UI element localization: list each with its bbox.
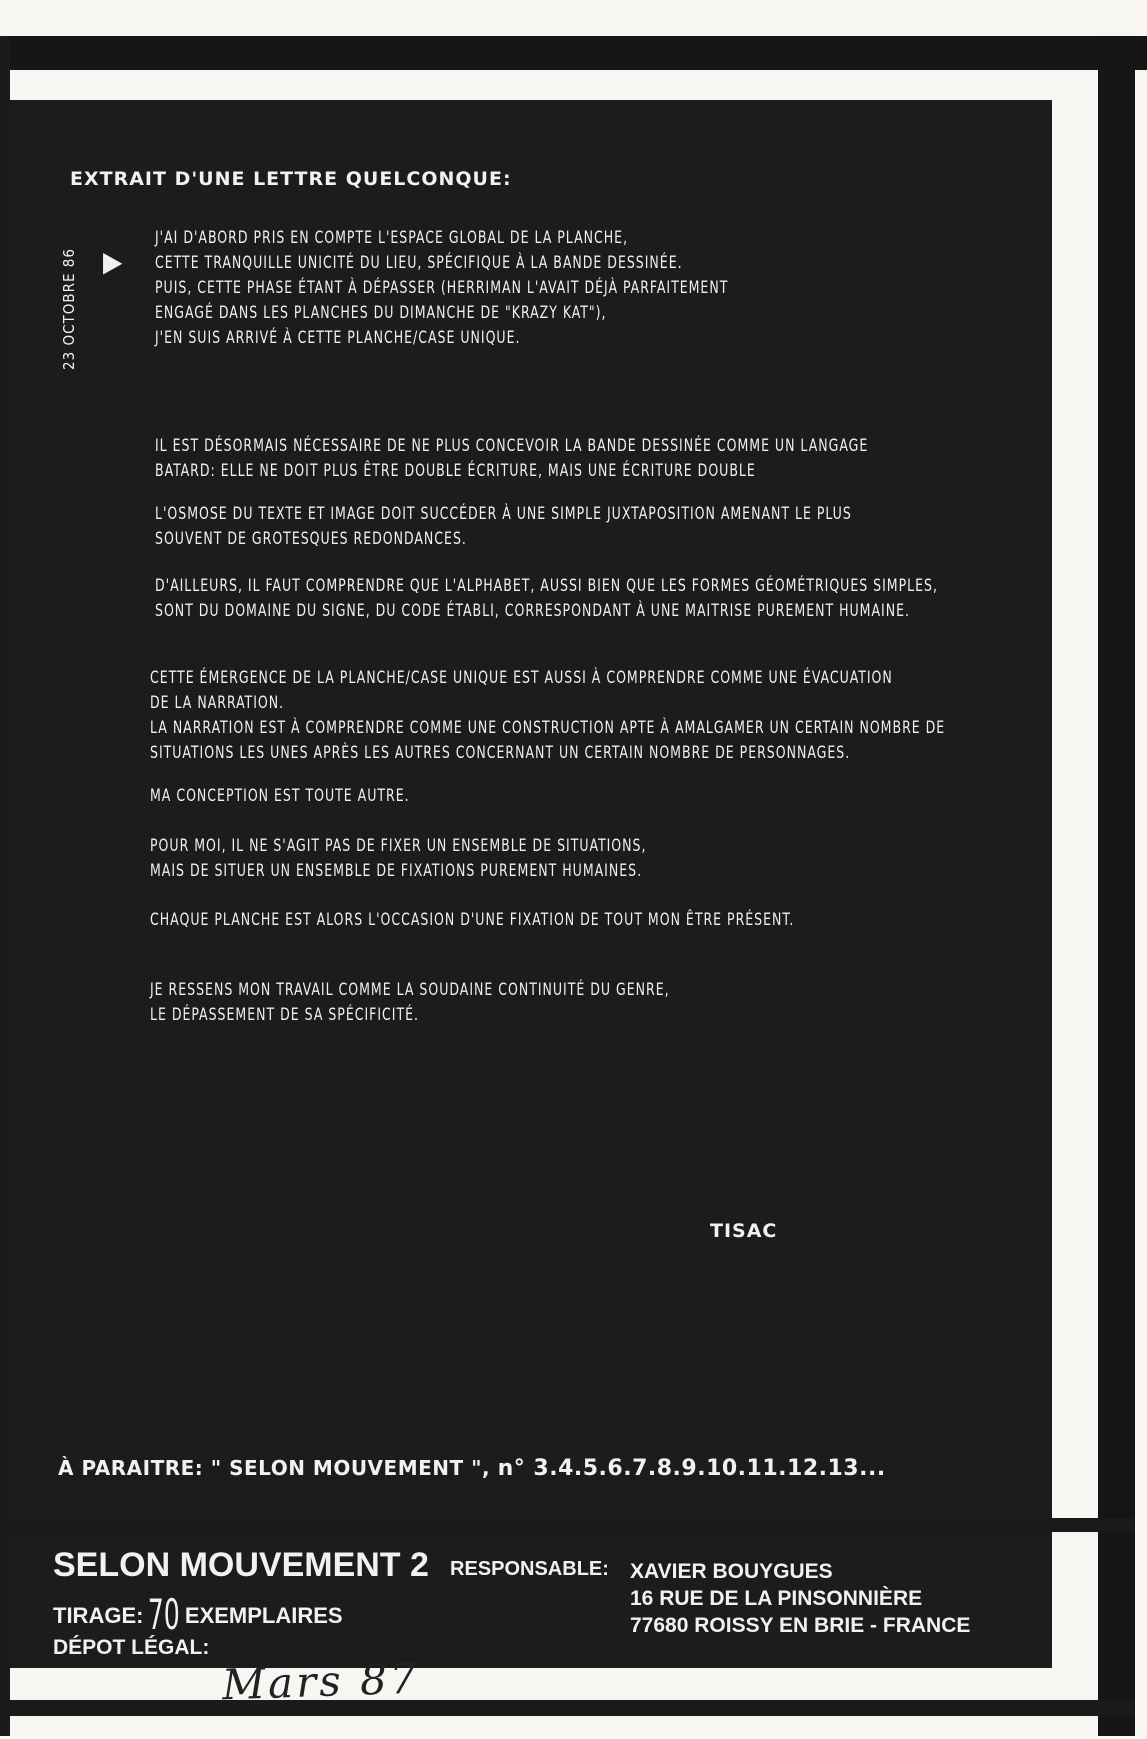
frame-right — [1098, 36, 1135, 1736]
forthcoming-label: À PARAITRE: " SELON MOUVEMENT ", — [58, 1456, 491, 1480]
address-line: 16 RUE DE LA PINSONNIÈRE — [630, 1587, 923, 1610]
print-run-count: 70 — [148, 1590, 181, 1639]
letter-panel — [10, 100, 1052, 1518]
handwritten-date: Mars 87 — [221, 1653, 421, 1710]
frame-separator — [0, 1518, 1135, 1532]
frame-top — [0, 36, 1147, 70]
text-line: SOUVENT DE GROTESQUES REDONDANCES. — [155, 529, 467, 549]
letter-header: EXTRAIT D'UNE LETTRE QUELCONQUE: — [70, 168, 512, 190]
colophon — [10, 1532, 1052, 1668]
frame-bottom — [0, 1700, 1135, 1716]
text-line: J'EN SUIS ARRIVÉ À CETTE PLANCHE/CASE UNIQUE. — [155, 328, 521, 348]
paragraph-1 — [155, 226, 885, 351]
text-line: D'AILLEURS, IL FAUT COMPRENDRE QUE L'ALPHABET, AUSSI BIEN QUE LES FORMES GÉOMÉTRIQUES SIMPLES, — [155, 576, 938, 596]
responsible-label: RESPONSABLE: — [450, 1558, 609, 1580]
forthcoming-numbers: n° 3.4.5.6.7.8.9.10.11.12.13... — [497, 1456, 886, 1481]
legal-deposit-label: DÉPOT LÉGAL: — [53, 1636, 210, 1659]
signature: TISAC — [710, 1220, 778, 1242]
text-line: CETTE ÉMERGENCE DE LA PLANCHE/CASE UNIQUE EST AUSSI À COMPRENDRE COMME UNE ÉVACUATION — [150, 668, 893, 688]
paragraph-2 — [155, 434, 885, 484]
address-block — [630, 1558, 970, 1639]
text-line: CHAQUE PLANCHE EST ALORS L'OCCASION D'UNE FIXATION DE TOUT MON ÊTRE PRÉSENT. — [150, 910, 795, 930]
text-line: CETTE TRANQUILLE UNICITÉ DU LIEU, SPÉCIFIQUE À LA BANDE DESSINÉE. — [155, 253, 683, 273]
text-line: JE RESSENS MON TRAVAIL COMME LA SOUDAINE CONTINUITÉ DU GENRE, — [150, 980, 670, 1000]
text-line: DE LA NARRATION. — [150, 693, 285, 713]
text-line: PUIS, CETTE PHASE ÉTANT À DÉPASSER (HERRIMAN L'AVAIT DÉJÀ PARFAITEMENT — [155, 278, 729, 298]
paragraph-6 — [150, 784, 880, 809]
text-line: BATARD: ELLE NE DOIT PLUS ÊTRE DOUBLE ÉCRITURE, MAIS UNE ÉCRITURE DOUBLE — [155, 461, 756, 481]
text-line: SITUATIONS LES UNES APRÈS LES AUTRES CONCERNANT UN CERTAIN NOMBRE DE PERSONNAGES. — [150, 743, 851, 763]
print-run-label: TIRAGE: — [53, 1603, 144, 1628]
play-arrow-icon: ▶ — [103, 245, 123, 278]
text-line: MAIS DE SITUER UN ENSEMBLE DE FIXATIONS PUREMENT HUMAINES. — [150, 861, 643, 881]
print-run — [53, 1590, 343, 1639]
text-line: ENGAGÉ DANS LES PLANCHES DU DIMANCHE DE "KRAZY KAT"), — [155, 303, 607, 323]
publication-title: SELON MOUVEMENT 2 — [53, 1546, 429, 1584]
text-line: SONT DU DOMAINE DU SIGNE, DU CODE ÉTABLI, CORRESPONDANT À UNE MAITRISE PUREMENT HUMAINE. — [155, 601, 910, 621]
text-line: LE DÉPASSEMENT DE SA SPÉCIFICITÉ. — [150, 1005, 419, 1025]
text-line: IL EST DÉSORMAIS NÉCESSAIRE DE NE PLUS CONCEVOIR LA BANDE DESSINÉE COMME UN LANGAGE — [155, 436, 869, 456]
text-line: POUR MOI, IL NE S'AGIT PAS DE FIXER UN ENSEMBLE DE SITUATIONS, — [150, 836, 647, 856]
print-run-unit: EXEMPLAIRES — [184, 1603, 343, 1628]
paragraph-7 — [150, 834, 880, 884]
paragraph-4 — [155, 574, 938, 624]
paragraph-5 — [150, 666, 946, 766]
address-line: 77680 ROISSY EN BRIE - FRANCE — [630, 1614, 971, 1637]
paragraph-3 — [155, 502, 885, 552]
text-line: L'OSMOSE DU TEXTE ET IMAGE DOIT SUCCÉDER À UNE SIMPLE JUXTAPOSITION AMENANT LE PLUS — [155, 504, 852, 524]
text-line: MA CONCEPTION EST TOUTE AUTRE. — [150, 786, 410, 806]
text-line: J'AI D'ABORD PRIS EN COMPTE L'ESPACE GLOBAL DE LA PLANCHE, — [155, 228, 629, 248]
date-label: 23 OCTOBRE 86 — [60, 248, 78, 370]
address-line: XAVIER BOUYGUES — [630, 1560, 833, 1583]
paragraph-9 — [150, 978, 880, 1028]
text-line: LA NARRATION EST À COMPRENDRE COMME UNE CONSTRUCTION APTE À AMALGAMER UN CERTAIN NOMBRE DE — [150, 718, 946, 738]
frame-left — [0, 36, 10, 1736]
forthcoming-line — [58, 1456, 886, 1481]
paragraph-8 — [150, 908, 880, 933]
